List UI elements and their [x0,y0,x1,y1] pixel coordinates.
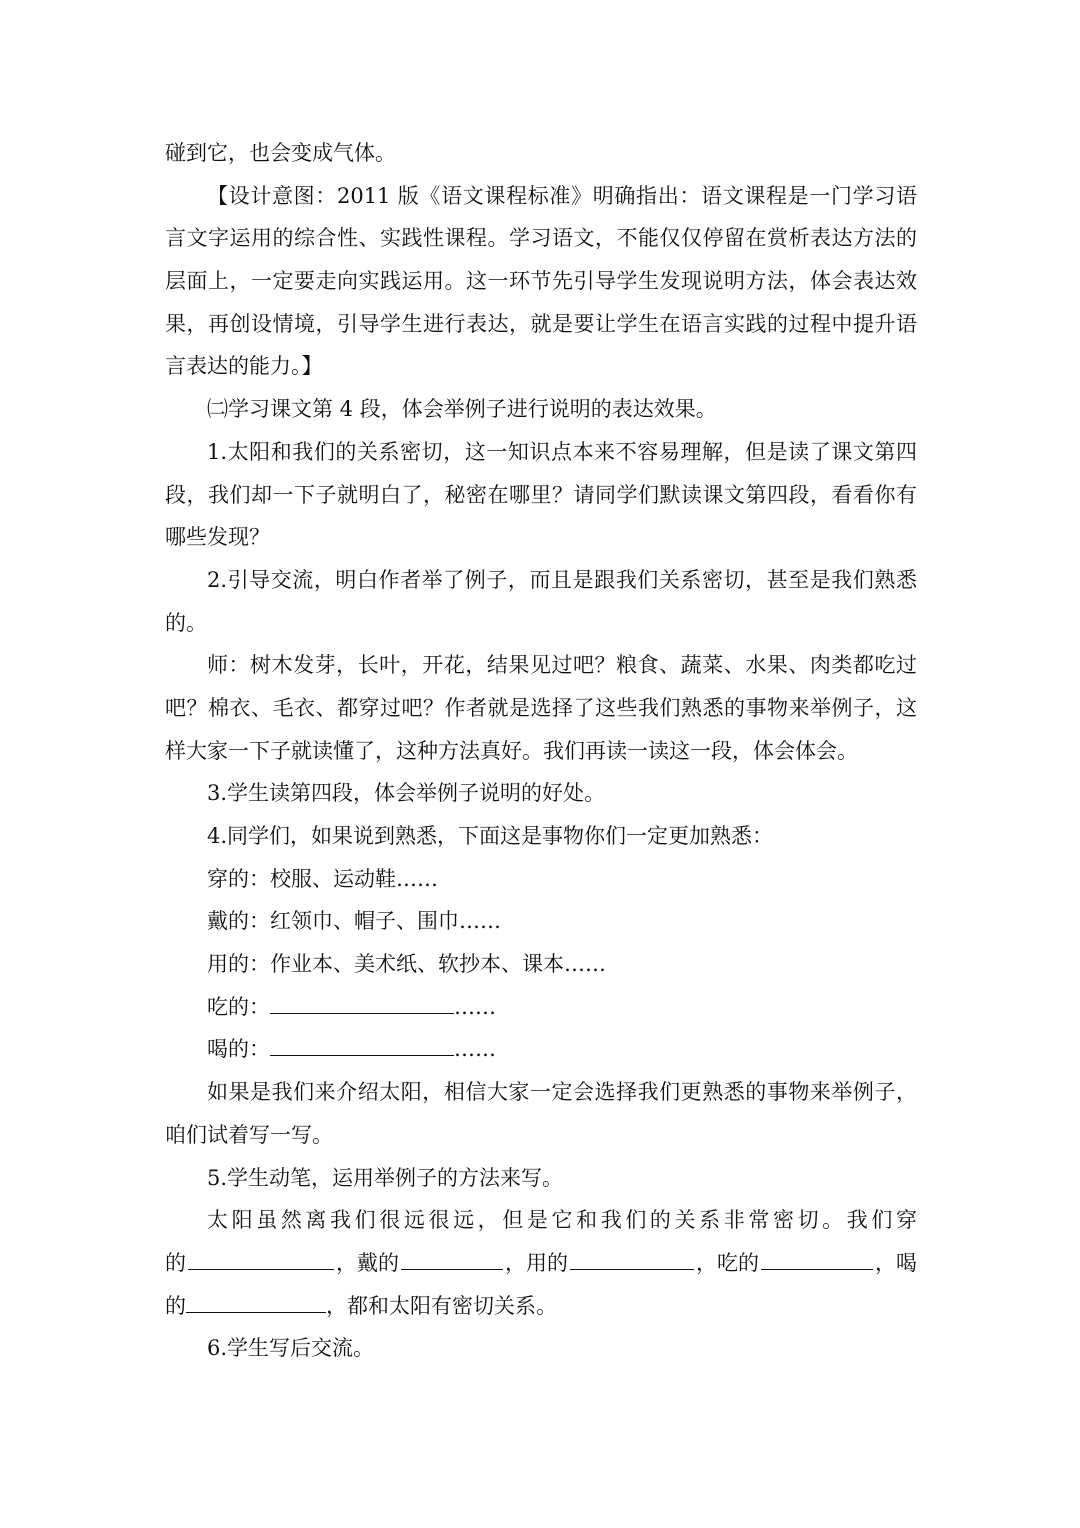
text-line: 碰到它，也会变成气体。 [165,141,396,165]
step-text: 哪些发现？ [165,525,270,550]
step-text: 的。 [165,610,207,635]
writing-exercise: 太阳虽然离我们很远很远，但是它和我们的关系非常密切。我们穿 [207,1208,917,1233]
example-list-item: 用的：作业本、美术纸、软抄本、课本…… [207,952,606,977]
fill-text: ，吃的 [696,1250,759,1275]
step-text: 如果是我们来介绍太阳，相信大家一定会选择我们更熟悉的事物来举例子， [207,1080,917,1105]
writing-exercise-blanks [165,1242,917,1285]
step-text: 4.同学们，如果说到熟悉，下面这是事物你们一定更加熟悉： [207,824,774,848]
teacher-talk: 师：树木发芽，长叶，开花，结果见过吧？粮食、蔬菜、水果、肉类都吃过 [207,653,917,678]
answer-blank[interactable] [270,1029,454,1056]
fill-label: 喝的： [207,1037,270,1062]
design-intent-line: 果，再创设情境，引导学生进行表达，就是要让学生在语言实践的过程中提升语 [165,311,917,336]
example-list-item: 穿的：校服、运动鞋…… [207,866,438,891]
answer-blank[interactable] [270,987,454,1014]
design-intent-line: 言表达的能力。】 [165,354,323,379]
step-text: 6.学生写后交流。 [207,1336,375,1361]
fill-label: 吃的： [207,994,270,1019]
fill-in-item [165,986,917,1029]
fill-text: ，戴的 [336,1250,399,1275]
design-intent-line: 言文字运用的综合性、实践性课程。学习语文，不能仅仅停留在赏析表达方法的 [165,226,917,251]
step-text: 段，我们却一下子就明白了，秘密在哪里？请同学们默读课文第四段，看看你有 [165,482,917,507]
step-text: 1.太阳和我们的关系密切，这一知识点本来不容易理解，但是读了课文第四 [207,439,917,464]
document-body [165,132,917,1370]
design-intent-line: 层面上，一定要走向实践运用。这一环节先引导学生发现说明方法，体会表达效 [165,269,917,294]
fill-text: ，喝 [875,1250,917,1275]
ellipsis: …… [454,994,496,1019]
example-list-item: 戴的：红领巾、帽子、围巾…… [207,909,501,934]
step-text: 2.引导交流，明白作者举了例子，而且是跟我们关系密切，甚至是我们熟悉 [207,567,917,592]
writing-exercise-blanks [165,1285,917,1328]
fill-text: ，用的 [505,1250,568,1275]
answer-blank[interactable] [186,1286,326,1313]
fill-text: 的 [165,1250,186,1275]
step-text: 3.学生读第四段，体会举例子说明的好处。 [207,781,606,806]
answer-blank[interactable] [188,1243,334,1270]
section-heading: ㈡学习课文第 4 段，体会举例子进行说明的表达效果。 [207,397,717,422]
ellipsis: …… [454,1037,496,1062]
answer-blank[interactable] [401,1243,503,1270]
fill-text: 的 [165,1293,186,1318]
teacher-talk: 吧？棉衣、毛衣、都穿过吧？作者就是选择了这些我们熟悉的事物来举例子，这 [165,695,917,720]
teacher-talk: 样大家一下子就读懂了，这种方法真好。我们再读一读这一段，体会体会。 [165,738,858,763]
fill-text: ，都和太阳有密切关系。 [326,1293,557,1318]
step-text: 咱们试着写一写。 [165,1122,333,1147]
answer-blank[interactable] [570,1243,694,1270]
design-intent-line: 【设计意图：2011 版《语文课程标准》明确指出：语文课程是一门学习语 [207,183,917,208]
answer-blank[interactable] [761,1243,873,1270]
step-text: 5.学生动笔，运用举例子的方法来写。 [207,1165,564,1190]
fill-in-item [165,1028,917,1071]
